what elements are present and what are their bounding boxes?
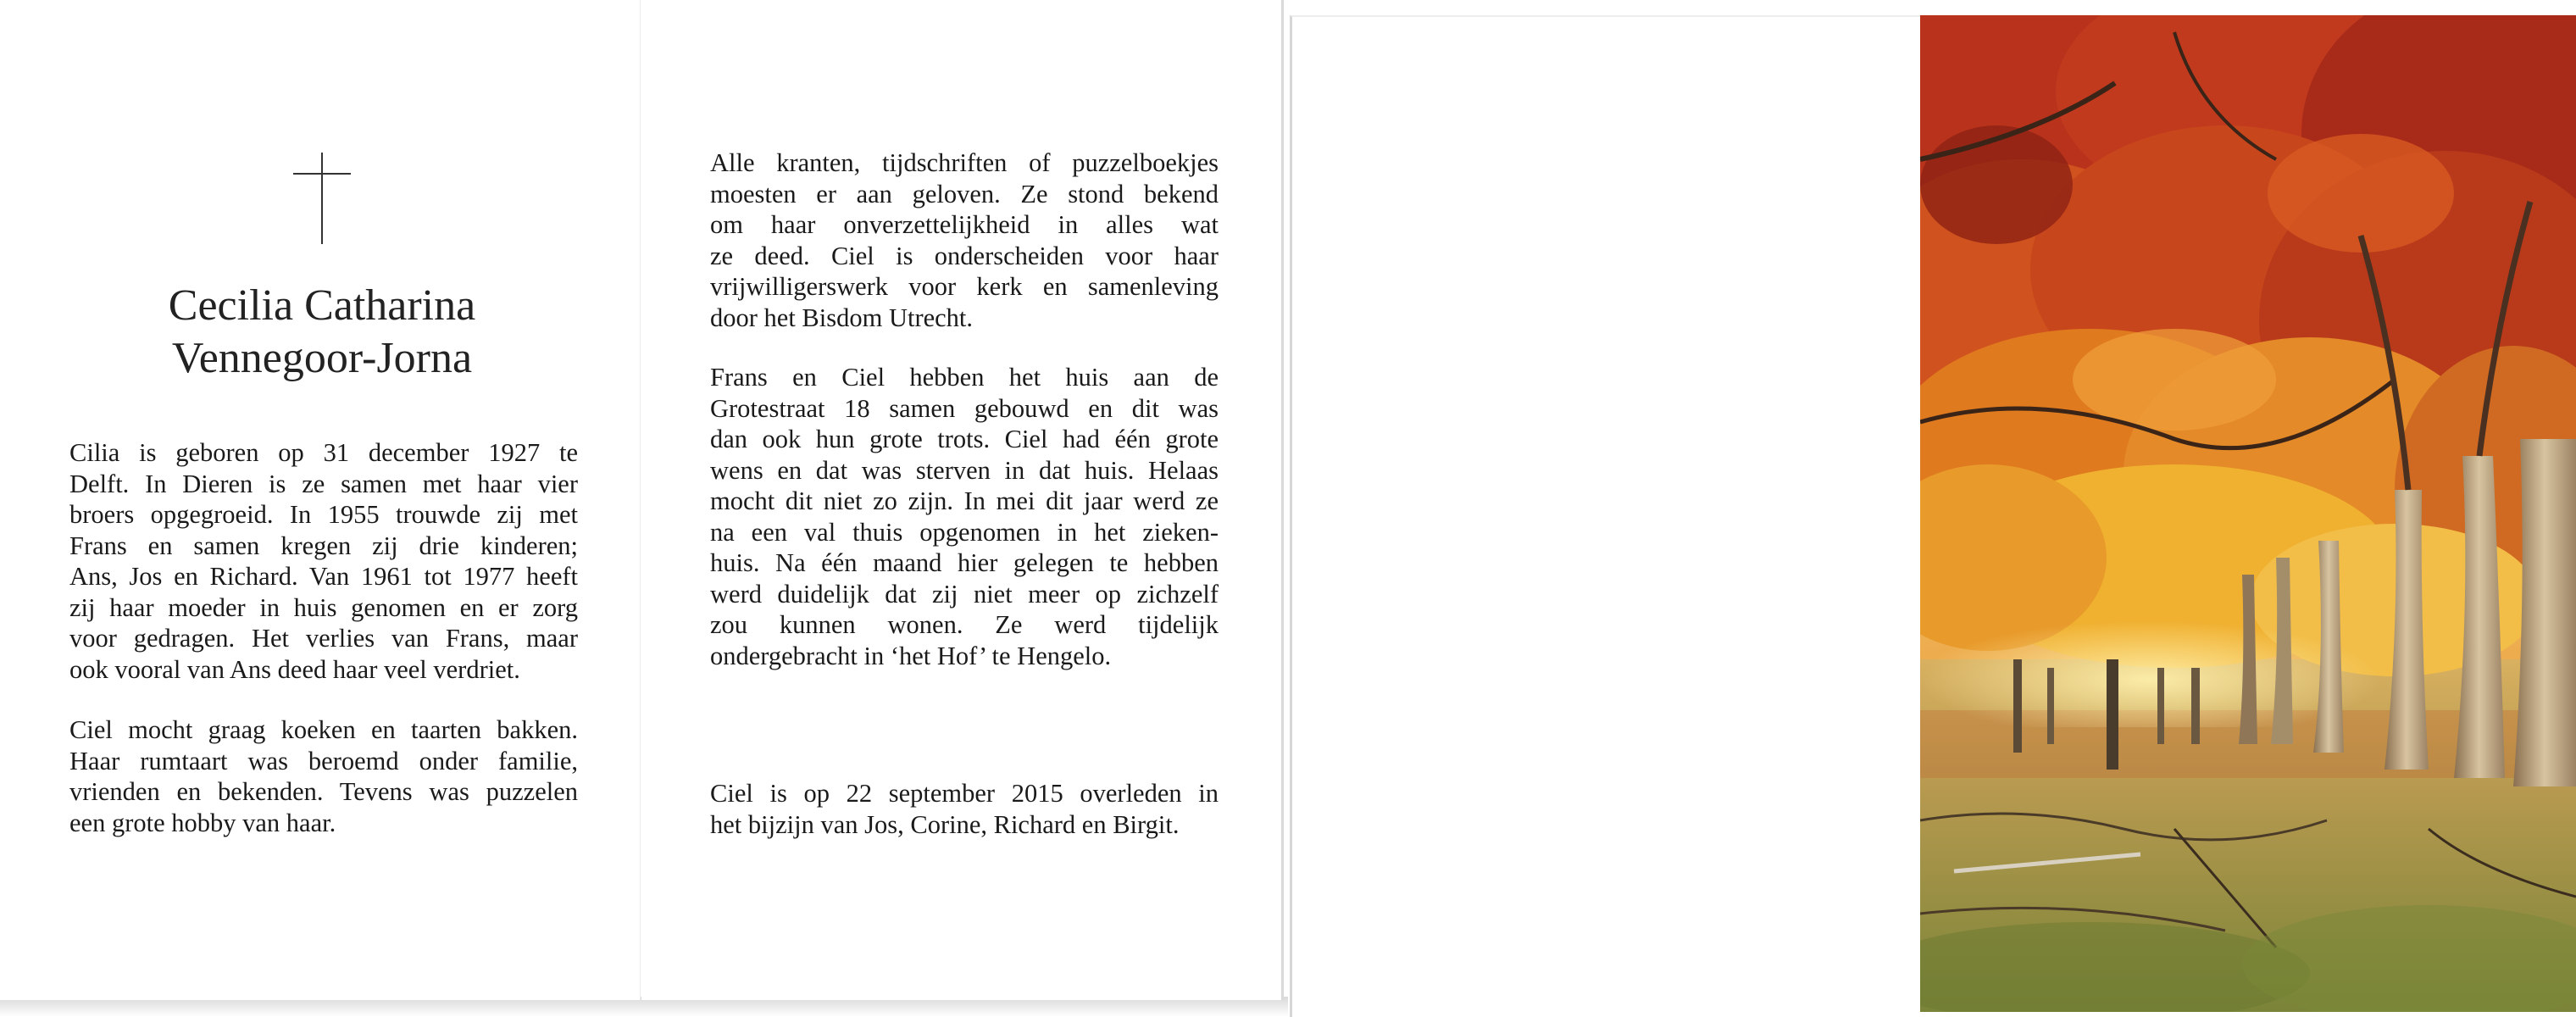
text-line: Ciel is op 22 september 2015 overleden in xyxy=(710,779,1219,808)
biography-paragraph-3 xyxy=(710,147,1219,333)
text-line: Grotestraat 18 samen gebouwd en dit was xyxy=(710,393,1219,423)
biography-paragraph-1 xyxy=(69,437,578,685)
text-line: Delft. In Dieren is ze samen met haar vier xyxy=(69,469,578,498)
text-line: ze deed. Ciel is onderscheiden voor haar xyxy=(710,241,1219,270)
text-line: vrijwilligerswerk voor kerk en samenleving xyxy=(710,272,1219,301)
text-line: door het Bisdom Utrecht. xyxy=(710,303,974,332)
text-line: Haar rumtaart was beroemd onder familie, xyxy=(69,746,578,775)
cross-icon xyxy=(293,153,351,244)
card-panel-left xyxy=(0,0,641,1000)
text-line: Frans en samen kregen zij drie kinderen; xyxy=(69,531,578,560)
text-line: voor gedragen. Het verlies van Frans, maar xyxy=(69,624,578,653)
text-line: Frans en Ciel hebben het huis aan de xyxy=(710,363,1219,392)
death-notice-paragraph xyxy=(710,778,1219,840)
text-line: moesten er aan geloven. Ze stond bekend xyxy=(710,179,1219,208)
biography-paragraph-4 xyxy=(710,362,1219,671)
deceased-name-line1: Cecilia Catharina xyxy=(168,281,476,330)
text-line: werd duidelijk dat zij niet meer op zichzelf xyxy=(710,579,1219,609)
biography-paragraph-2 xyxy=(69,714,578,838)
text-line: een grote hobby van haar. xyxy=(69,808,336,837)
text-line: het bijzijn van Jos, Corine, Richard en Birgit. xyxy=(710,809,1180,839)
text-line: vrienden en bekenden. Tevens was puzzelen xyxy=(69,777,578,806)
text-line: dan ook hun grote trots. Ciel had één grote xyxy=(710,425,1219,453)
text-line: broers opgegroeid. In 1955 trouwde zij met xyxy=(69,500,578,529)
text-line: zou kunnen wonen. Ze werd tijdelijk xyxy=(710,610,1219,639)
text-line: wens en dat was sterven in dat huis. Helaas xyxy=(710,455,1219,485)
text-line: Cilia is geboren op 31 december 1927 te xyxy=(69,438,578,467)
text-line: Ciel mocht graag koeken en taarten bakken. xyxy=(69,715,578,744)
text-line: mocht dit niet zo zijn. In mei dit jaar werd ze xyxy=(710,486,1219,515)
text-line: ondergebracht in ‘het Hof’ te Hengelo. xyxy=(710,641,1112,670)
text-line: ook vooral van Ans deed haar veel verdriet. xyxy=(69,654,520,684)
card-panel-back xyxy=(1290,15,1921,1017)
text-line: Ans, Jos en Richard. Van 1961 tot 1977 heeft xyxy=(69,562,578,591)
text-line: Alle kranten, tijdschriften of puzzelboekjes xyxy=(710,148,1219,177)
text-line: om haar onverzettelijkheid in alles wat xyxy=(710,210,1219,239)
autumn-forest-photo xyxy=(1920,15,2576,1012)
text-line: huis. Na één maand hier gelegen te hebben xyxy=(710,548,1219,577)
text-line: na een val thuis opgenomen in het zieken- xyxy=(710,517,1219,547)
deceased-name-line2: Vennegoor-Jorna xyxy=(171,334,473,382)
text-line: zij haar moeder in huis genomen en er zorg xyxy=(69,592,578,622)
